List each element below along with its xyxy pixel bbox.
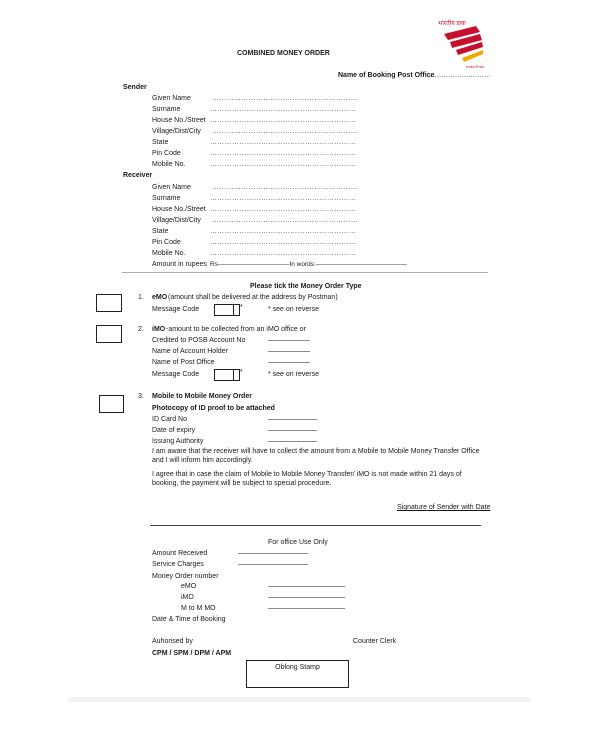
receiver-mobile-label: Mobile No. bbox=[152, 250, 186, 257]
signature-label: Signature of Sender with Date bbox=[397, 504, 491, 511]
sender-mobile-field[interactable]: …………………………………………………… bbox=[210, 161, 356, 168]
date-time-label: Date & Time of Booking bbox=[152, 616, 226, 623]
counter-clerk-label: Counter Clerk bbox=[353, 638, 397, 645]
receiver-city-label: Village/Dist/City bbox=[152, 217, 201, 224]
receiver-heading: Receiver bbox=[123, 172, 153, 179]
receiver-state-label: State bbox=[152, 228, 169, 235]
imo-star: * bbox=[240, 369, 243, 376]
imo-message-code-label: Message Code bbox=[152, 371, 200, 378]
sender-pin-label: Pin Code bbox=[152, 150, 181, 157]
emo-tick-box[interactable] bbox=[96, 294, 122, 312]
signature-divider bbox=[150, 525, 481, 526]
emo-star: * bbox=[240, 304, 243, 311]
receiver-surname-field[interactable]: …………………………………………………… bbox=[210, 195, 356, 202]
logo-hindi-text: भारतीय डाक bbox=[438, 21, 466, 27]
amount-field[interactable]: Rs———————————In words:—————————————— bbox=[210, 261, 407, 268]
service-charges-field[interactable]: —————————— bbox=[238, 561, 308, 568]
sender-street-field[interactable]: …………………………………………………… bbox=[210, 117, 356, 124]
mo-type-heading: Please tick the Money Order Type bbox=[250, 283, 362, 290]
mobile-number: 3. bbox=[138, 393, 144, 400]
emo-number-label: eMO bbox=[181, 583, 197, 590]
sender-city-label: Village/Dist/City bbox=[152, 128, 201, 135]
service-charges-label: Service Charges bbox=[152, 561, 204, 568]
sender-state-label: State bbox=[152, 139, 169, 146]
emo-message-code-box-2[interactable] bbox=[233, 304, 240, 316]
sender-pin-field[interactable]: …………………………………………………… bbox=[210, 150, 356, 157]
oblong-stamp-box bbox=[246, 660, 349, 688]
imo-name: iMO bbox=[152, 326, 166, 333]
issuing-authority-label: Issuing Authority bbox=[152, 438, 204, 445]
mobile-mo-name: Mobile to Mobile Money Order bbox=[152, 393, 252, 400]
authorised-by-label: Auhorised by bbox=[152, 638, 193, 645]
receiver-street-field[interactable]: …………………………………………………… bbox=[210, 206, 356, 213]
oblong-stamp-label: Oblong Stamp bbox=[275, 664, 320, 671]
receiver-given-name-label: Given Name bbox=[152, 184, 191, 191]
emo-message-code-box-1[interactable] bbox=[214, 304, 235, 316]
imo-account-holder-label: Name of Account Holder bbox=[152, 348, 228, 355]
receiver-given-name-field[interactable]: …………………………………………………… bbox=[212, 184, 358, 191]
receiver-street-label: House No./Street bbox=[152, 206, 206, 213]
page-bottom-bar bbox=[68, 697, 530, 702]
emo-number-field[interactable]: ——————————— bbox=[268, 583, 345, 590]
emo-message-code-label: Message Code bbox=[152, 306, 200, 313]
mo-number-label: Money Order number bbox=[152, 573, 219, 580]
imo-post-office-field[interactable]: —————— bbox=[268, 359, 310, 366]
imo-number-label: iMO bbox=[181, 594, 194, 601]
office-use-heading: For office Use Only bbox=[268, 539, 328, 546]
imo-description: -amount to be collected from an iMO office or bbox=[166, 326, 306, 333]
imo-message-code-box-2[interactable] bbox=[233, 369, 240, 381]
emo-number: 1. bbox=[138, 294, 144, 301]
expiry-field[interactable]: ——————— bbox=[268, 427, 317, 434]
sender-surname-label: Surname bbox=[152, 106, 181, 113]
receiver-pin-field[interactable]: …………………………………………………… bbox=[210, 239, 356, 246]
amount-label: Amount in rupees bbox=[152, 261, 207, 268]
emo-note: * see on reverse bbox=[268, 306, 319, 313]
imo-posb-label: Credited to POSB Account No bbox=[152, 337, 246, 344]
sender-mobile-label: Mobile No. bbox=[152, 161, 186, 168]
receiver-surname-label: Surname bbox=[152, 195, 181, 202]
logo-english-text: India Post bbox=[466, 64, 484, 69]
designations-label: CPM / SPM / DPM / APM bbox=[152, 650, 232, 657]
receiver-city-field[interactable]: …………………………………………………… bbox=[212, 217, 358, 224]
booking-office-field[interactable]: ............................ bbox=[428, 72, 491, 79]
emo-description: (amount shall be delivered at the address by Postman) bbox=[168, 294, 338, 301]
amount-received-field[interactable]: —————————— bbox=[238, 550, 308, 557]
expiry-label: Date of expiry bbox=[152, 427, 196, 434]
sender-city-field[interactable]: …………………………………………………… bbox=[212, 128, 358, 135]
sender-given-name-label: Given Name bbox=[152, 95, 191, 102]
sender-state-field[interactable]: …………………………………………………… bbox=[210, 139, 356, 146]
declaration-para-1: I am aware that the receiver will have to collect the amount from a Mobile to Mobile Money Transfer Office and I will inform him accordingly. bbox=[152, 448, 480, 464]
sender-heading: Sender bbox=[123, 84, 147, 91]
amount-received-label: Amount Received bbox=[152, 550, 208, 557]
id-card-label: ID Card No bbox=[152, 416, 188, 423]
sender-street-label: House No./Street bbox=[152, 117, 206, 124]
imo-posb-field[interactable]: —————— bbox=[268, 337, 310, 344]
issuing-authority-field[interactable]: ——————— bbox=[268, 438, 317, 445]
receiver-state-field[interactable]: …………………………………………………… bbox=[210, 228, 356, 235]
imo-number-field[interactable]: ——————————— bbox=[268, 594, 345, 601]
m2m-number-field[interactable]: ——————————— bbox=[268, 605, 345, 612]
imo-account-holder-field[interactable]: —————— bbox=[268, 348, 310, 355]
emo-name: eMO bbox=[152, 294, 168, 301]
india-post-logo bbox=[436, 20, 486, 70]
booking-office-label: Name of Booking Post Office bbox=[338, 72, 435, 79]
section-separator: ————————————————————————————————————————————————————————————— bbox=[122, 270, 488, 276]
sender-given-name-field[interactable]: …………………………………………………… bbox=[212, 95, 358, 102]
imo-post-office-label: Name of Post Office bbox=[152, 359, 215, 366]
m2m-number-label: M to M MO bbox=[181, 605, 216, 612]
mobile-tick-box[interactable] bbox=[99, 395, 124, 413]
declaration-para-2: I agree that in case the claim of Mobile to Mobile Money Transfer/ iMO is not made within 21 days of booking, the payment will be subject to special procedure. bbox=[152, 471, 462, 487]
receiver-pin-label: Pin Code bbox=[152, 239, 181, 246]
imo-message-code-box-1[interactable] bbox=[214, 369, 235, 381]
imo-tick-box[interactable] bbox=[96, 325, 122, 343]
receiver-mobile-field[interactable]: …………………………………………………… bbox=[210, 250, 356, 257]
imo-note: * see on reverse bbox=[268, 371, 319, 378]
form-title: COMBINED MONEY ORDER bbox=[237, 50, 330, 57]
id-proof-heading: Photocopy of ID proof to be attached bbox=[152, 405, 275, 412]
sender-surname-field[interactable]: …………………………………………………… bbox=[210, 106, 356, 113]
id-card-field[interactable]: ——————— bbox=[268, 416, 317, 423]
imo-number: 2. bbox=[138, 326, 144, 333]
